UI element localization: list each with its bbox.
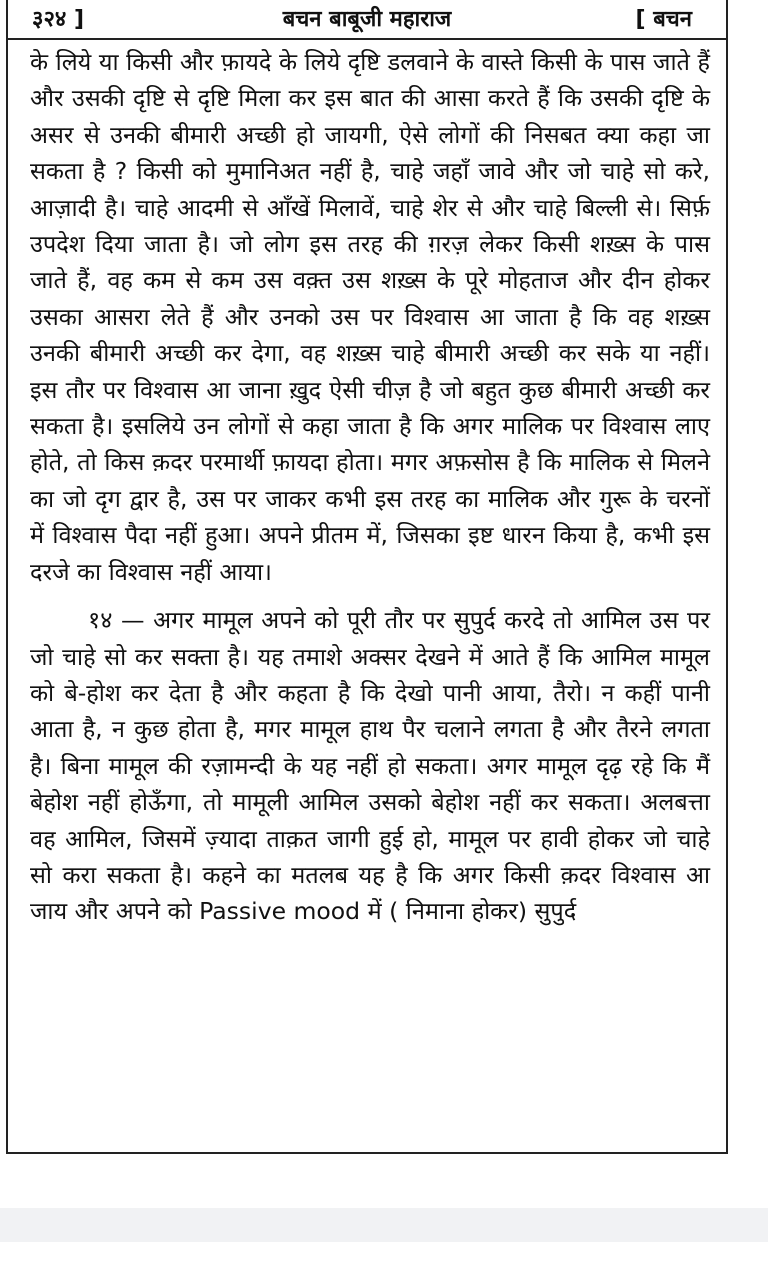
paragraph: १४ — अगर मामूल अपने को पूरी तौर पर सुपुर्द करदे तो आमिल उस पर जो चाहे सो कर सक्ता है। यह तमाशे अक्सर देखने में आते हैं कि आमिल मामूल को बे-होश कर देता है और कहता है कि देखो पानी आया, तैरो। न कहीं पानी आता है, न कुछ होता है, मगर मामूल हाथ पैर चलाने लगता है और तैरने लगता है। बिना मामूल की रज़ामन्दी के यह नहीं हो सकता। अगर मामूल दृढ़ रहे कि मैं बेहोश नहीं होऊँगा, तो मामूली आमिल उसको बेहोश नहीं कर सकता। अलबत्ता वह आमिल, जिसमें ज़्यादा ताक़त जागी हुई हो, मामूल पर हावी होकर जो चाहे सो करा सकता है। कहने का मतलब यह है कि अगर किसी क़दर विश्वास आ जाय और अपने को Passive mood में ( निमाना होकर) सुपुर्द <box>30 606 710 926</box>
page-header <box>8 0 726 40</box>
viewer-bottom-bar <box>0 1208 768 1242</box>
running-title: बचन बाबूजी महाराज <box>282 7 452 32</box>
page-body <box>30 44 710 930</box>
book-page <box>6 0 728 1154</box>
page-number: ३२४ ] <box>32 7 85 32</box>
paragraph: के लिये या किसी और फ़ायदे के लिये दृष्टि डलवाने के वास्ते किसी के पास जाते हैं और उसकी दृष्टि से दृष्टि मिला कर इस बात की आसा करते हैं कि उसकी दृष्टि के असर से उनकी बीमारी अच्छी हो जायगी, ऐसे लोगों की निसबत क्या कहा जा सकता है ? किसी को मुमानिअत नहीं है, चाहे जहाँ जावे और जो चाहे सो करे, आज़ादी है। चाहे आदमी से आँखें मिलावें, चाहे शेर से और चाहे बिल्ली से। सिर्फ़ उपदेश दिया जाता है। जो लोग इस तरह की ग़रज़ लेकर किसी शख़्स के पास जाते हैं, वह कम से कम उस वक़्त उस शख़्स के पूरे मोहताज और दीन होकर उसका आसरा लेते हैं और उनको उस पर विश्वास आ जाता है कि वह शख़्स उनकी बीमारी अच्छी कर देगा, वह शख़्स चाहे बीमारी अच्छी कर सके या नहीं। इस तौर पर विश्वास आ जाना ख़ुद ऐसी चीज़ है जो बहुत कुछ बीमारी अच्छी कर सकता है। इसलिये उन लोगों से कहा जाता है कि अगर मालिक पर विश्वास लाए होते, तो किस क़दर परमार्थी फ़ायदा होता। मगर अफ़सोस है कि मालिक से मिलने का जो दृग द्वार है, उस पर जाकर कभी इस तरह का मालिक और गुरू के चरनों में विश्वास पैदा नहीं हुआ। अपने प्रीतम में, जिसका इष्ट धारन किया है, कभी इस दरजे का विश्वास नहीं आया। <box>30 48 710 586</box>
section-label: [ बचन <box>635 7 692 32</box>
